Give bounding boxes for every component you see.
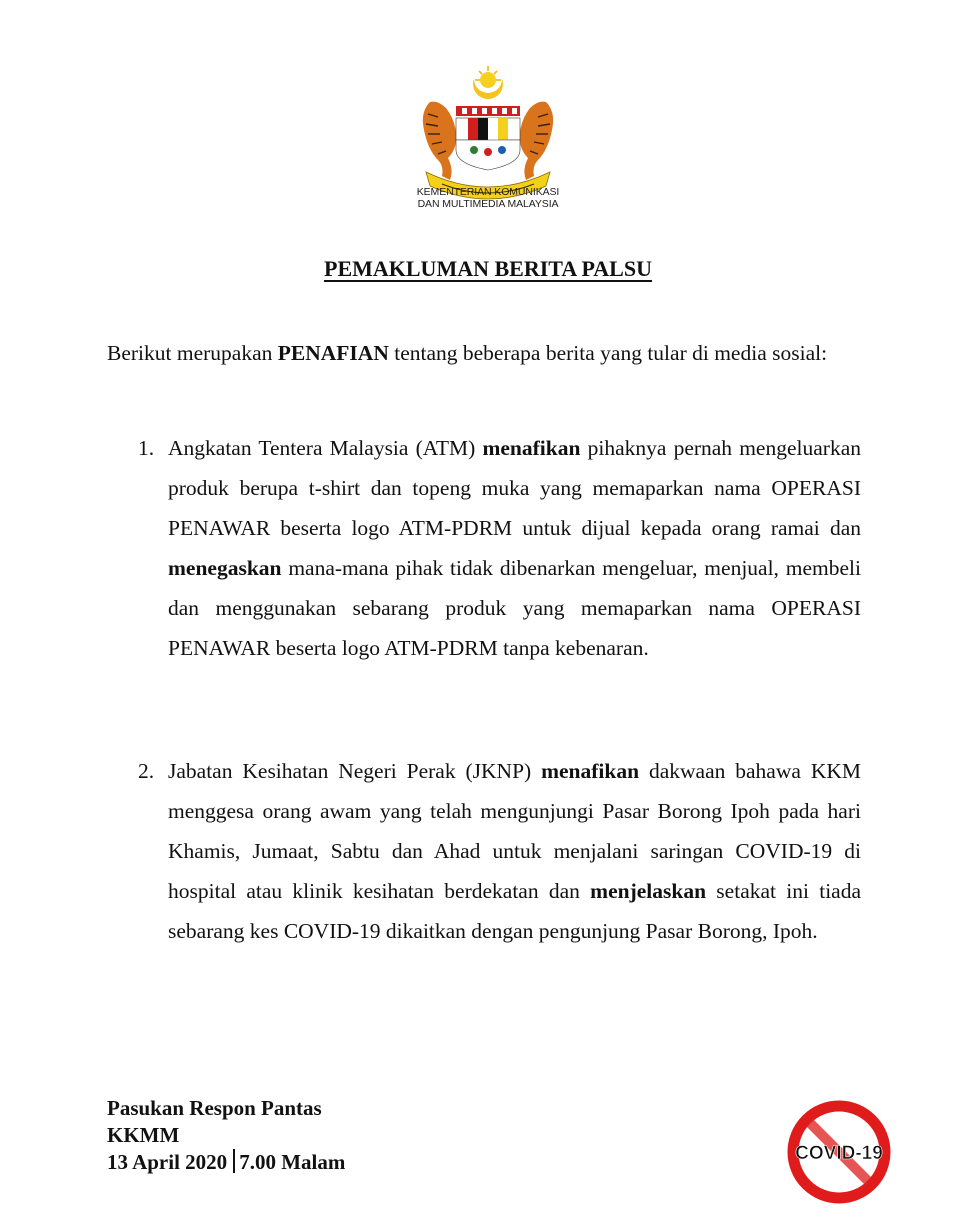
- text-segment: setakat ini tiada sebarang kes COVID-19 dikaitkan dengan pengunjung Pasar Borong, Ipoh.: [168, 879, 861, 943]
- separator-bar: [233, 1149, 235, 1173]
- signature-time: 7.00 Malam: [239, 1150, 346, 1174]
- list-item-number: 2.: [138, 759, 155, 783]
- badge-text: COVID-19: [795, 1143, 883, 1164]
- document-title-text: PEMAKLUMAN BERITA PALSU: [324, 256, 652, 281]
- bold-segment: menafikan: [482, 436, 581, 460]
- document-title: [0, 256, 976, 282]
- intro-bold: PENAFIAN: [277, 341, 389, 365]
- ministry-name: [380, 186, 596, 210]
- ministry-line-1: KEMENTERIAN KOMUNIKASI: [416, 186, 560, 198]
- ministry-line-2: DAN MULTIMEDIA MALAYSIA: [417, 198, 559, 210]
- text-segment: Jabatan Kesihatan Negeri Perak (JKNP): [168, 759, 542, 783]
- signature-datetime: [107, 1149, 345, 1176]
- list-item-number: 1.: [138, 436, 155, 460]
- text-segment: dakwaan bahawa KKM menggesa orang awam yang telah mengunjungi Pasar Borong Ipoh pada hari Khamis, Jumaat, Sabtu dan Ahad untuk menjalani saringan COVID-19 di hospital atau klinik kesihatan berdekatan dan: [168, 759, 861, 903]
- bold-segment: menafikan: [541, 759, 640, 783]
- text-segment: pihaknya pernah mengeluarkan produk berupa t-shirt dan topeng muka yang memaparkan nama OPERASI PENAWAR beserta logo ATM-PDRM untuk dijual kepada orang ramai dan: [168, 436, 861, 540]
- signature-org: KKMM: [107, 1123, 180, 1147]
- signature-date: 13 April 2020: [107, 1150, 228, 1174]
- list-item-body: [168, 751, 861, 951]
- bold-segment: menjelaskan: [590, 879, 707, 903]
- intro-text-end: tentang beberapa berita yang tular di media sosial:: [388, 341, 828, 365]
- signature-block: [107, 1095, 345, 1176]
- bold-segment: menegaskan: [168, 556, 282, 580]
- intro-text: Berikut merupakan: [107, 341, 278, 365]
- list-item-body: [168, 428, 861, 668]
- text-segment: Angkatan Tentera Malaysia (ATM): [168, 436, 483, 460]
- signature-team: Pasukan Respon Pantas: [107, 1096, 322, 1120]
- no-covid-19-icon: [785, 1098, 893, 1206]
- text-segment: mana-mana pihak tidak dibenarkan mengeluar, menjual, membeli dan menggunakan sebarang produk yang memaparkan nama OPERASI PENAWAR beserta logo ATM-PDRM tanpa kebenaran.: [168, 556, 861, 660]
- intro-paragraph: [107, 333, 861, 373]
